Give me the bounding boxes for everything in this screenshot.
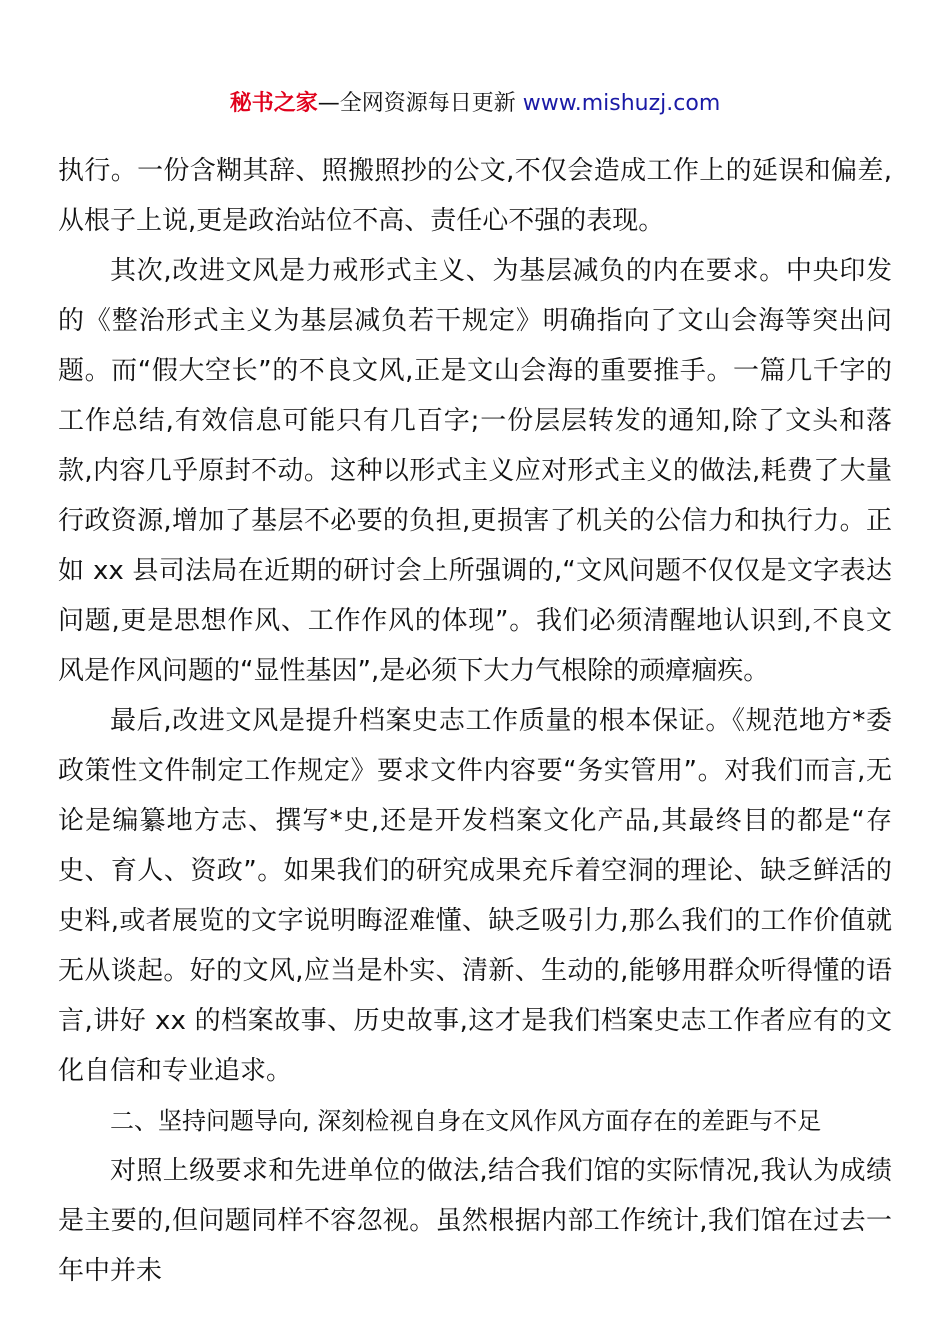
header-url[interactable]: www.mishuzj.com [522,91,721,116]
paragraph-problems: 对照上级要求和先进单位的做法,结合我们馆的实际情况,我认为成绩是主要的,但问题同样不容忽视。虽然根据内部工作统计,我们馆在过去一年中并未 [58,1156,892,1286]
header-brand: 秘书之家 [229,91,318,116]
paragraph-secondly: 其次,改进文风是力戒形式主义、为基层减负的内在要求。中央印发的《整治形式主义为基层减负若干规定》明确指向了文山会海等突出问题。而“假大空长”的不良文风,正是文山会海的重要推手。一篇几千字的工作总结,有效信息可能只有几百字;一份层层转发的通知,除了文头和落款,内容几乎原封不动。这种以形式主义应对形式主义的做法,耗费了大量行政资源,增加了基层不必要的负担,更损害了机关的公信力和执行力。正如 xx 县司法局在近期的研讨会上所强调的,“文风问题不仅仅是文字表达问题,更是思想作风、工作作风的体现”。我们必须清醒地认识到,不良文风是作风问题的“显性基因”,是必须下大力气根除的顽瘴痼疾。 [58,256,892,686]
paragraph-continuation: 执行。一份含糊其辞、照搬照抄的公文,不仅会造成工作上的延误和偏差,从根子上说,更是政治站位不高、责任心不强的表现。 [58,156,892,236]
page-header [0,88,950,120]
paragraph-finally: 最后,改进文风是提升档案史志工作质量的根本保证。《规范地方*委政策性文件制定工作规定》要求文件内容要“务实管用”。对我们而言,无论是编纂地方志、撰写*史,还是开发档案文化产品,其最终目的都是“存史、育人、资政”。如果我们的研究成果充斥着空洞的理论、缺乏鲜活的史料,或者展览的文字说明晦涩难懂、缺乏吸引力,那么我们的工作价值就无从谈起。好的文风,应当是朴实、清新、生动的,能够用群众听得懂的语言,讲好 xx 的档案故事、历史故事,这才是我们档案史志工作者应有的文化自信和专业追求。 [58,706,892,1086]
document-body [58,146,892,1296]
header-tagline: —全网资源每日更新 [317,91,523,116]
section-heading-two: 二、坚持问题导向, 深刻检视自身在文风作风方面存在的差距与不足 [110,1107,822,1135]
